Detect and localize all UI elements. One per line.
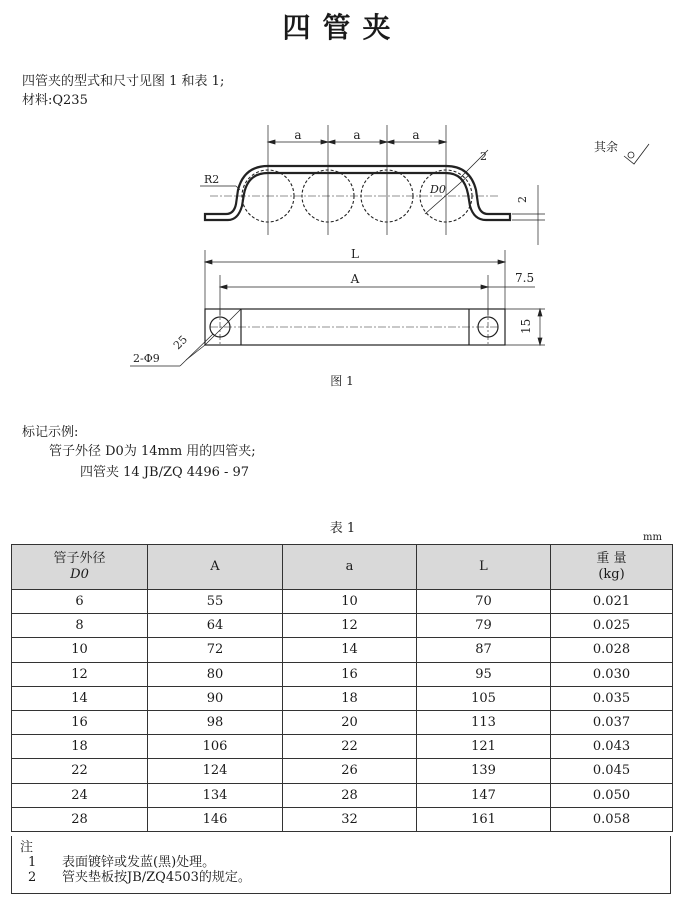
table-cell: 79	[417, 614, 551, 638]
table-cell: 0.043	[551, 735, 673, 759]
table-cell: 10	[12, 638, 148, 662]
marking-line-2: 四管夹 14 JB/ZQ 4496 - 97	[80, 465, 250, 480]
table-cell: 0.050	[551, 783, 673, 807]
header-l: L	[417, 545, 551, 590]
intro-line-1: 四管夹的型式和尺寸见图 1 和表 1;	[22, 74, 225, 89]
table-cell: 55	[148, 590, 283, 614]
marking-heading: 标记示例:	[22, 425, 79, 440]
d0-label: D0	[430, 183, 446, 196]
figure-caption: 图 1	[330, 374, 354, 388]
dim-7-5-label: 7.5	[515, 271, 535, 285]
table-cell: 147	[417, 783, 551, 807]
table-cell: 14	[12, 686, 148, 710]
table-cell: 12	[12, 662, 148, 686]
intro-line-2: 材料:Q235	[22, 93, 88, 108]
table-cell: 80	[148, 662, 283, 686]
notes-box	[11, 836, 671, 894]
table-cell: 87	[417, 638, 551, 662]
hole-callout: 2-Φ9	[133, 352, 160, 365]
table-cell: 64	[148, 614, 283, 638]
table-body	[12, 590, 673, 832]
table-row	[12, 710, 673, 734]
table-caption: 表 1	[329, 521, 356, 536]
table-row	[12, 662, 673, 686]
table-cell: 95	[417, 662, 551, 686]
table-cell: 26	[283, 759, 417, 783]
table-row	[12, 783, 673, 807]
table-header-row	[12, 545, 673, 590]
table-row	[12, 759, 673, 783]
table-cell: 0.045	[551, 759, 673, 783]
dim-a-1: a	[294, 128, 302, 142]
l-a-dimension-lines	[205, 250, 545, 345]
table-cell: 134	[148, 783, 283, 807]
table-cell: 28	[283, 783, 417, 807]
table-row	[12, 686, 673, 710]
header-pipe-od: 管子外径 D0	[12, 545, 148, 590]
table-row	[12, 590, 673, 614]
table-cell: 10	[283, 590, 417, 614]
surface-finish-label: 其余	[594, 140, 619, 154]
table-cell: 6	[12, 590, 148, 614]
table-cell: 18	[283, 686, 417, 710]
table-row	[12, 807, 673, 831]
table-cell: 8	[12, 614, 148, 638]
table-cell: 72	[148, 638, 283, 662]
table-cell: 28	[12, 807, 148, 831]
table-cell: 24	[12, 783, 148, 807]
thickness-top-label: 2	[480, 150, 487, 163]
table-cell: 0.028	[551, 638, 673, 662]
table-cell: 146	[148, 807, 283, 831]
note-item: 2 管夹垫板按JB/ZQ4503的规定。	[28, 870, 251, 885]
table-cell: 0.035	[551, 686, 673, 710]
table-cell: 90	[148, 686, 283, 710]
table-cell: 14	[283, 638, 417, 662]
dim-15-label: 15	[519, 318, 533, 334]
table-cell: 12	[283, 614, 417, 638]
table-cell: 22	[283, 735, 417, 759]
table-cell: 16	[283, 662, 417, 686]
table-row	[12, 614, 673, 638]
dim-a-label: A	[350, 272, 360, 286]
table-cell: 161	[417, 807, 551, 831]
header-a-lower: a	[283, 545, 417, 590]
marking-line-1: 管子外径 D0为 14mm 用的四管夹;	[49, 444, 256, 459]
table-unit: mm	[643, 532, 662, 543]
table-cell: 0.037	[551, 710, 673, 734]
table-cell: 0.021	[551, 590, 673, 614]
r2-label: R2	[204, 173, 220, 186]
table-cell: 22	[12, 759, 148, 783]
table-cell: 121	[417, 735, 551, 759]
table-cell: 98	[148, 710, 283, 734]
table-cell: 0.030	[551, 662, 673, 686]
table-row	[12, 735, 673, 759]
table-cell: 16	[12, 710, 148, 734]
table-row	[12, 638, 673, 662]
table-cell: 105	[417, 686, 551, 710]
table-cell: 139	[417, 759, 551, 783]
thickness-side-label: 2	[516, 196, 529, 203]
table-cell: 0.058	[551, 807, 673, 831]
table-cell: 70	[417, 590, 551, 614]
table-cell: 0.025	[551, 614, 673, 638]
header-a-upper: A	[148, 545, 283, 590]
table-cell: 18	[12, 735, 148, 759]
notes-heading: 注	[20, 840, 34, 855]
dim-a-3: a	[412, 128, 420, 142]
table-cell: 20	[283, 710, 417, 734]
surface-finish-symbol	[624, 144, 649, 164]
table-cell: 113	[417, 710, 551, 734]
note-item: 1 表面镀锌或发蓝(黑)处理。	[28, 855, 216, 870]
dim-25-label: 25	[170, 333, 191, 353]
page-title: 四管夹	[282, 11, 403, 44]
figure-1-drawing	[0, 115, 685, 400]
table-cell: 32	[283, 807, 417, 831]
dim-a-2: a	[353, 128, 361, 142]
header-weight: 重 量 (kg)	[551, 545, 673, 590]
dimensions-table	[11, 544, 673, 832]
dim-l-label: L	[351, 247, 359, 261]
table-cell: 106	[148, 735, 283, 759]
table-cell: 124	[148, 759, 283, 783]
